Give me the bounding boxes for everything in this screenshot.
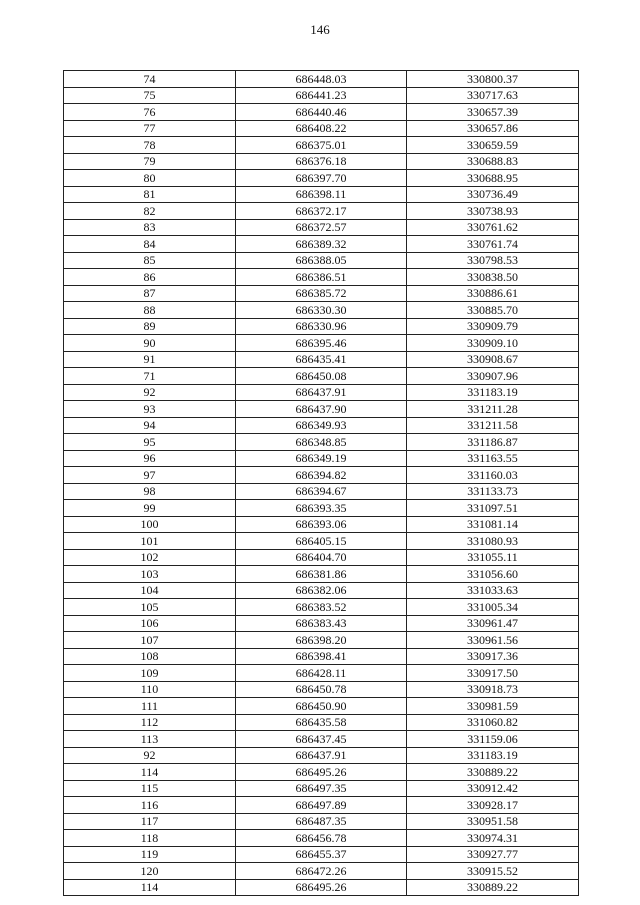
x-coordinate-cell: 686450.90 bbox=[236, 698, 407, 715]
y-coordinate-cell: 330912.42 bbox=[407, 780, 579, 797]
table-row bbox=[64, 302, 579, 319]
table-row bbox=[64, 533, 579, 550]
point-number-cell: 105 bbox=[64, 599, 236, 616]
y-coordinate-cell: 330738.93 bbox=[407, 203, 579, 220]
point-number-cell: 104 bbox=[64, 582, 236, 599]
table-row bbox=[64, 467, 579, 484]
table-row bbox=[64, 780, 579, 797]
y-coordinate-cell: 331183.19 bbox=[407, 384, 579, 401]
point-number-cell: 114 bbox=[64, 879, 236, 896]
x-coordinate-cell: 686385.72 bbox=[236, 285, 407, 302]
x-coordinate-cell: 686456.78 bbox=[236, 830, 407, 847]
y-coordinate-cell: 331183.19 bbox=[407, 747, 579, 764]
point-number-cell: 112 bbox=[64, 714, 236, 731]
point-number-cell: 83 bbox=[64, 219, 236, 236]
y-coordinate-cell: 330717.63 bbox=[407, 87, 579, 104]
table-row bbox=[64, 566, 579, 583]
y-coordinate-cell: 330918.73 bbox=[407, 681, 579, 698]
point-number-cell: 109 bbox=[64, 665, 236, 682]
y-coordinate-cell: 330928.17 bbox=[407, 797, 579, 814]
x-coordinate-cell: 686386.51 bbox=[236, 269, 407, 286]
x-coordinate-cell: 686495.26 bbox=[236, 764, 407, 781]
point-number-cell: 91 bbox=[64, 351, 236, 368]
table-row bbox=[64, 764, 579, 781]
table-row bbox=[64, 186, 579, 203]
x-coordinate-cell: 686437.45 bbox=[236, 731, 407, 748]
x-coordinate-cell: 686435.41 bbox=[236, 351, 407, 368]
point-number-cell: 80 bbox=[64, 170, 236, 187]
table-row bbox=[64, 632, 579, 649]
point-number-cell: 94 bbox=[64, 417, 236, 434]
x-coordinate-cell: 686437.91 bbox=[236, 384, 407, 401]
table-row bbox=[64, 582, 579, 599]
y-coordinate-cell: 330886.61 bbox=[407, 285, 579, 302]
y-coordinate-cell: 330907.96 bbox=[407, 368, 579, 385]
coordinates-table-body bbox=[64, 71, 579, 896]
x-coordinate-cell: 686372.57 bbox=[236, 219, 407, 236]
point-number-cell: 92 bbox=[64, 747, 236, 764]
x-coordinate-cell: 686382.06 bbox=[236, 582, 407, 599]
y-coordinate-cell: 331211.28 bbox=[407, 401, 579, 418]
point-number-cell: 96 bbox=[64, 450, 236, 467]
point-number-cell: 114 bbox=[64, 764, 236, 781]
point-number-cell: 78 bbox=[64, 137, 236, 154]
y-coordinate-cell: 331160.03 bbox=[407, 467, 579, 484]
point-number-cell: 118 bbox=[64, 830, 236, 847]
point-number-cell: 93 bbox=[64, 401, 236, 418]
point-number-cell: 110 bbox=[64, 681, 236, 698]
table-row bbox=[64, 351, 579, 368]
table-row bbox=[64, 153, 579, 170]
y-coordinate-cell: 330917.36 bbox=[407, 648, 579, 665]
table-row bbox=[64, 252, 579, 269]
x-coordinate-cell: 686450.78 bbox=[236, 681, 407, 698]
table-row bbox=[64, 714, 579, 731]
y-coordinate-cell: 330961.56 bbox=[407, 632, 579, 649]
table-row bbox=[64, 846, 579, 863]
y-coordinate-cell: 330974.31 bbox=[407, 830, 579, 847]
x-coordinate-cell: 686349.19 bbox=[236, 450, 407, 467]
y-coordinate-cell: 330889.22 bbox=[407, 764, 579, 781]
x-coordinate-cell: 686389.32 bbox=[236, 236, 407, 253]
table-row bbox=[64, 797, 579, 814]
x-coordinate-cell: 686394.67 bbox=[236, 483, 407, 500]
x-coordinate-cell: 686376.18 bbox=[236, 153, 407, 170]
table-row bbox=[64, 384, 579, 401]
point-number-cell: 116 bbox=[64, 797, 236, 814]
x-coordinate-cell: 686395.46 bbox=[236, 335, 407, 352]
point-number-cell: 82 bbox=[64, 203, 236, 220]
x-coordinate-cell: 686348.85 bbox=[236, 434, 407, 451]
point-number-cell: 85 bbox=[64, 252, 236, 269]
y-coordinate-cell: 330981.59 bbox=[407, 698, 579, 715]
y-coordinate-cell: 331005.34 bbox=[407, 599, 579, 616]
x-coordinate-cell: 686487.35 bbox=[236, 813, 407, 830]
table-row bbox=[64, 236, 579, 253]
x-coordinate-cell: 686497.89 bbox=[236, 797, 407, 814]
point-number-cell: 98 bbox=[64, 483, 236, 500]
y-coordinate-cell: 330885.70 bbox=[407, 302, 579, 319]
point-number-cell: 79 bbox=[64, 153, 236, 170]
x-coordinate-cell: 686383.43 bbox=[236, 615, 407, 632]
table-row bbox=[64, 203, 579, 220]
x-coordinate-cell: 686448.03 bbox=[236, 71, 407, 88]
x-coordinate-cell: 686393.06 bbox=[236, 516, 407, 533]
point-number-cell: 92 bbox=[64, 384, 236, 401]
x-coordinate-cell: 686393.35 bbox=[236, 500, 407, 517]
y-coordinate-cell: 330889.22 bbox=[407, 879, 579, 896]
x-coordinate-cell: 686388.05 bbox=[236, 252, 407, 269]
y-coordinate-cell: 330657.39 bbox=[407, 104, 579, 121]
table-row bbox=[64, 863, 579, 880]
point-number-cell: 71 bbox=[64, 368, 236, 385]
x-coordinate-cell: 686372.17 bbox=[236, 203, 407, 220]
y-coordinate-cell: 330917.50 bbox=[407, 665, 579, 682]
x-coordinate-cell: 686472.26 bbox=[236, 863, 407, 880]
point-number-cell: 101 bbox=[64, 533, 236, 550]
point-number-cell: 88 bbox=[64, 302, 236, 319]
point-number-cell: 74 bbox=[64, 71, 236, 88]
y-coordinate-cell: 330909.10 bbox=[407, 335, 579, 352]
table-row bbox=[64, 549, 579, 566]
table-row bbox=[64, 450, 579, 467]
point-number-cell: 84 bbox=[64, 236, 236, 253]
x-coordinate-cell: 686375.01 bbox=[236, 137, 407, 154]
y-coordinate-cell: 331080.93 bbox=[407, 533, 579, 550]
table-row bbox=[64, 120, 579, 137]
x-coordinate-cell: 686437.90 bbox=[236, 401, 407, 418]
x-coordinate-cell: 686441.23 bbox=[236, 87, 407, 104]
y-coordinate-cell: 330688.83 bbox=[407, 153, 579, 170]
y-coordinate-cell: 331033.63 bbox=[407, 582, 579, 599]
table-row bbox=[64, 87, 579, 104]
point-number-cell: 99 bbox=[64, 500, 236, 517]
table-row bbox=[64, 285, 579, 302]
x-coordinate-cell: 686455.37 bbox=[236, 846, 407, 863]
point-number-cell: 117 bbox=[64, 813, 236, 830]
y-coordinate-cell: 331211.58 bbox=[407, 417, 579, 434]
x-coordinate-cell: 686398.41 bbox=[236, 648, 407, 665]
y-coordinate-cell: 331081.14 bbox=[407, 516, 579, 533]
x-coordinate-cell: 686497.35 bbox=[236, 780, 407, 797]
table-row bbox=[64, 269, 579, 286]
table-row bbox=[64, 698, 579, 715]
page-number: 146 bbox=[310, 22, 330, 37]
table-row bbox=[64, 483, 579, 500]
x-coordinate-cell: 686428.11 bbox=[236, 665, 407, 682]
y-coordinate-cell: 331097.51 bbox=[407, 500, 579, 517]
table-row bbox=[64, 830, 579, 847]
point-number-cell: 81 bbox=[64, 186, 236, 203]
x-coordinate-cell: 686383.52 bbox=[236, 599, 407, 616]
x-coordinate-cell: 686440.46 bbox=[236, 104, 407, 121]
x-coordinate-cell: 686437.91 bbox=[236, 747, 407, 764]
table-row bbox=[64, 219, 579, 236]
y-coordinate-cell: 330927.77 bbox=[407, 846, 579, 863]
x-coordinate-cell: 686435.58 bbox=[236, 714, 407, 731]
y-coordinate-cell: 331056.60 bbox=[407, 566, 579, 583]
y-coordinate-cell: 330961.47 bbox=[407, 615, 579, 632]
y-coordinate-cell: 330838.50 bbox=[407, 269, 579, 286]
x-coordinate-cell: 686397.70 bbox=[236, 170, 407, 187]
y-coordinate-cell: 330798.53 bbox=[407, 252, 579, 269]
x-coordinate-cell: 686349.93 bbox=[236, 417, 407, 434]
y-coordinate-cell: 330909.79 bbox=[407, 318, 579, 335]
point-number-cell: 111 bbox=[64, 698, 236, 715]
y-coordinate-cell: 330800.37 bbox=[407, 71, 579, 88]
point-number-cell: 90 bbox=[64, 335, 236, 352]
point-number-cell: 102 bbox=[64, 549, 236, 566]
table-row bbox=[64, 665, 579, 682]
y-coordinate-cell: 330761.62 bbox=[407, 219, 579, 236]
y-coordinate-cell: 330657.86 bbox=[407, 120, 579, 137]
x-coordinate-cell: 686408.22 bbox=[236, 120, 407, 137]
y-coordinate-cell: 330688.95 bbox=[407, 170, 579, 187]
table-row bbox=[64, 368, 579, 385]
table-row bbox=[64, 434, 579, 451]
table-row bbox=[64, 71, 579, 88]
y-coordinate-cell: 330915.52 bbox=[407, 863, 579, 880]
point-number-cell: 119 bbox=[64, 846, 236, 863]
x-coordinate-cell: 686330.30 bbox=[236, 302, 407, 319]
point-number-cell: 76 bbox=[64, 104, 236, 121]
y-coordinate-cell: 331186.87 bbox=[407, 434, 579, 451]
table-row bbox=[64, 170, 579, 187]
table-row bbox=[64, 599, 579, 616]
y-coordinate-cell: 331133.73 bbox=[407, 483, 579, 500]
y-coordinate-cell: 330908.67 bbox=[407, 351, 579, 368]
table-row bbox=[64, 731, 579, 748]
table-row bbox=[64, 318, 579, 335]
point-number-cell: 120 bbox=[64, 863, 236, 880]
y-coordinate-cell: 330951.58 bbox=[407, 813, 579, 830]
table-row bbox=[64, 516, 579, 533]
table-row bbox=[64, 335, 579, 352]
table-row bbox=[64, 747, 579, 764]
point-number-cell: 77 bbox=[64, 120, 236, 137]
y-coordinate-cell: 331163.55 bbox=[407, 450, 579, 467]
y-coordinate-cell: 330659.59 bbox=[407, 137, 579, 154]
y-coordinate-cell: 331159.06 bbox=[407, 731, 579, 748]
point-number-cell: 87 bbox=[64, 285, 236, 302]
y-coordinate-cell: 331060.82 bbox=[407, 714, 579, 731]
point-number-cell: 86 bbox=[64, 269, 236, 286]
coordinates-table bbox=[63, 70, 579, 896]
point-number-cell: 108 bbox=[64, 648, 236, 665]
point-number-cell: 106 bbox=[64, 615, 236, 632]
x-coordinate-cell: 686495.26 bbox=[236, 879, 407, 896]
x-coordinate-cell: 686381.86 bbox=[236, 566, 407, 583]
point-number-cell: 115 bbox=[64, 780, 236, 797]
point-number-cell: 89 bbox=[64, 318, 236, 335]
table-row bbox=[64, 104, 579, 121]
table-row bbox=[64, 137, 579, 154]
table-row bbox=[64, 879, 579, 896]
table-row bbox=[64, 401, 579, 418]
point-number-cell: 97 bbox=[64, 467, 236, 484]
x-coordinate-cell: 686405.15 bbox=[236, 533, 407, 550]
point-number-cell: 113 bbox=[64, 731, 236, 748]
point-number-cell: 100 bbox=[64, 516, 236, 533]
x-coordinate-cell: 686398.11 bbox=[236, 186, 407, 203]
point-number-cell: 103 bbox=[64, 566, 236, 583]
y-coordinate-cell: 330761.74 bbox=[407, 236, 579, 253]
y-coordinate-cell: 331055.11 bbox=[407, 549, 579, 566]
point-number-cell: 95 bbox=[64, 434, 236, 451]
x-coordinate-cell: 686450.08 bbox=[236, 368, 407, 385]
table-row bbox=[64, 615, 579, 632]
x-coordinate-cell: 686330.96 bbox=[236, 318, 407, 335]
x-coordinate-cell: 686394.82 bbox=[236, 467, 407, 484]
y-coordinate-cell: 330736.49 bbox=[407, 186, 579, 203]
table-row bbox=[64, 417, 579, 434]
table-row bbox=[64, 813, 579, 830]
table-row bbox=[64, 500, 579, 517]
point-number-cell: 75 bbox=[64, 87, 236, 104]
point-number-cell: 107 bbox=[64, 632, 236, 649]
table-row bbox=[64, 648, 579, 665]
x-coordinate-cell: 686404.70 bbox=[236, 549, 407, 566]
x-coordinate-cell: 686398.20 bbox=[236, 632, 407, 649]
table-row bbox=[64, 681, 579, 698]
